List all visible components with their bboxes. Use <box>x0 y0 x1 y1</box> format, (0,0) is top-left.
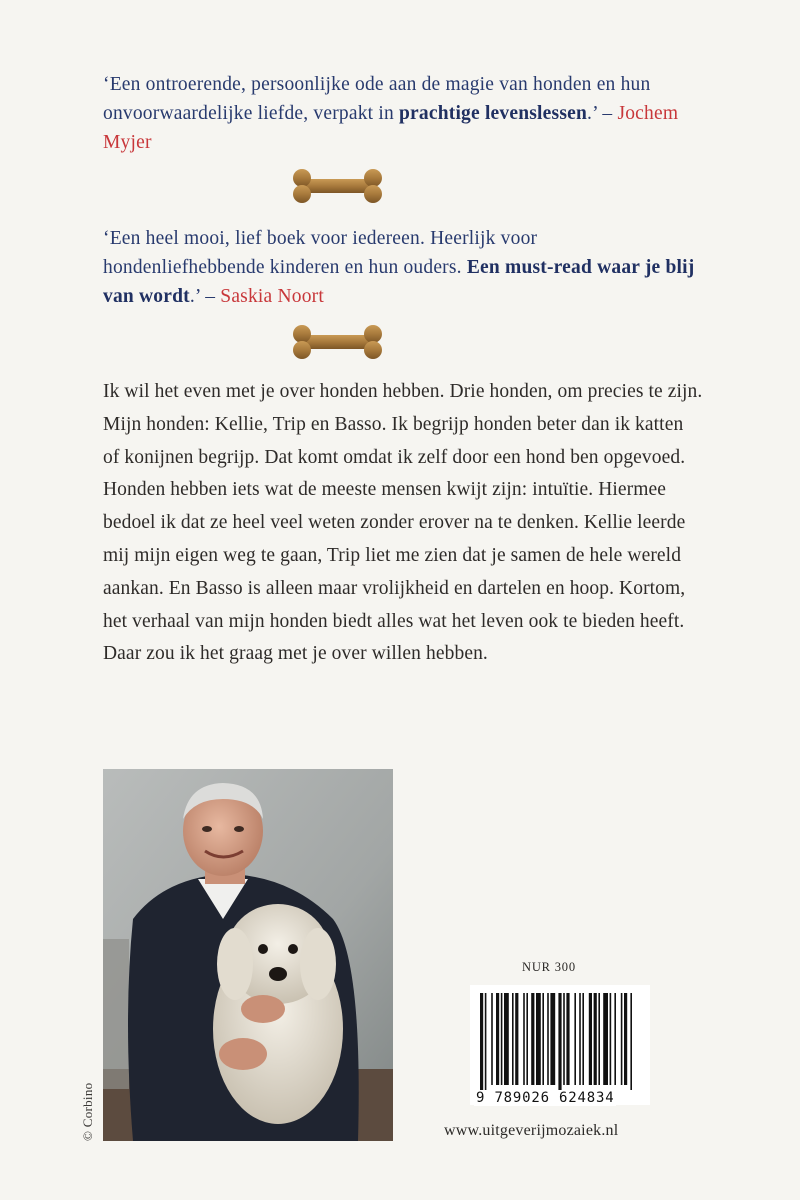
isbn-barcode <box>470 985 650 1105</box>
barcode-bars <box>470 985 650 1090</box>
barcode-bar <box>547 993 549 1085</box>
quote-highlight: prachtige levenslessen <box>399 103 588 124</box>
isbn-number: 9 789026 624834 <box>476 1090 615 1106</box>
barcode-bar <box>531 993 534 1085</box>
barcode-bar <box>523 993 525 1085</box>
barcode-bar <box>542 993 544 1085</box>
barcode-bar <box>558 993 561 1090</box>
barcode-bar <box>515 993 518 1085</box>
barcode-bar <box>589 993 592 1085</box>
back-cover-blurb: Ik wil het even met je over honden hebben. Drie honden, om precies te zijn. Mijn honden: Kellie, Trip en Basso. Ik begrijp honden beter dan ik katten of konijnen begrijp. Dat komt omdat ik zelf door een hond ben opgevoed. Honden hebben iets wat de meeste mensen kwijt zijn: intuïtie. Hiermee bedoel ik dat ze heel veel weten zonder erover na te denken. Kellie leerde mij mijn eigen weg te gaan, Trip liet me zien dat je samen de hele wereld aankan. En Basso is alleen maar vrolijkheid en dartelen en hoop. Kortom, het verhaal van mijn honden biedt alles wat het leven ook te bieden heeft. Daar zou ik het graag met je over willen hebben. <box>103 381 703 665</box>
barcode-bar <box>512 993 514 1085</box>
barcode-bar <box>610 993 612 1085</box>
barcode-bar <box>598 993 600 1085</box>
dog-bone-icon <box>290 322 385 362</box>
barcode-bar <box>624 993 627 1085</box>
quote-jochem-myjer <box>103 70 703 157</box>
barcode-bar <box>496 993 499 1085</box>
quote-saskia-noort <box>103 224 703 311</box>
barcode-bar <box>582 993 584 1085</box>
barcode-bar <box>603 993 608 1085</box>
barcode-bar <box>480 993 483 1090</box>
quote-close: .’ – <box>587 103 618 124</box>
quote-highlight: Een must-read waar je blij van wordt <box>103 257 695 307</box>
quote-text: ‘Een heel mooi, lief boek voor iedereen. Heerlijk voor hondenliefhebbende kinderen en hun ouders. <box>103 228 538 278</box>
author-with-dog-illustration <box>103 769 393 1141</box>
barcode-bar <box>614 993 616 1085</box>
author-photo <box>103 769 393 1141</box>
barcode-bar <box>563 993 565 1085</box>
quote-text: ‘Een ontroerende, persoonlijke ode aan de magie van honden en hun onvoorwaardelijke liefde, verpakt in <box>103 74 651 124</box>
publisher-website: www.uitgeverijmozaiek.nl <box>444 1122 619 1139</box>
barcode-bar <box>621 993 623 1085</box>
photo-credit: © Corbino <box>80 1082 95 1141</box>
quote-author: Saskia Noort <box>220 286 324 307</box>
quote-author: Jochem Myjer <box>103 103 679 153</box>
barcode-bar <box>504 993 509 1085</box>
barcode-bar <box>501 993 503 1085</box>
barcode-bar <box>526 993 528 1085</box>
nur-code: NUR 300 <box>522 960 576 974</box>
quote-close: .’ – <box>189 286 221 307</box>
barcode-bar <box>550 993 555 1085</box>
barcode-bar <box>536 993 541 1085</box>
barcode-bar <box>485 993 487 1090</box>
dog-bone-icon <box>290 166 385 206</box>
barcode-bar <box>491 993 493 1085</box>
barcode-bar <box>594 993 597 1085</box>
barcode-bar <box>566 993 569 1085</box>
barcode-bar <box>630 993 632 1090</box>
barcode-bar <box>574 993 576 1085</box>
barcode-bar <box>579 993 581 1085</box>
